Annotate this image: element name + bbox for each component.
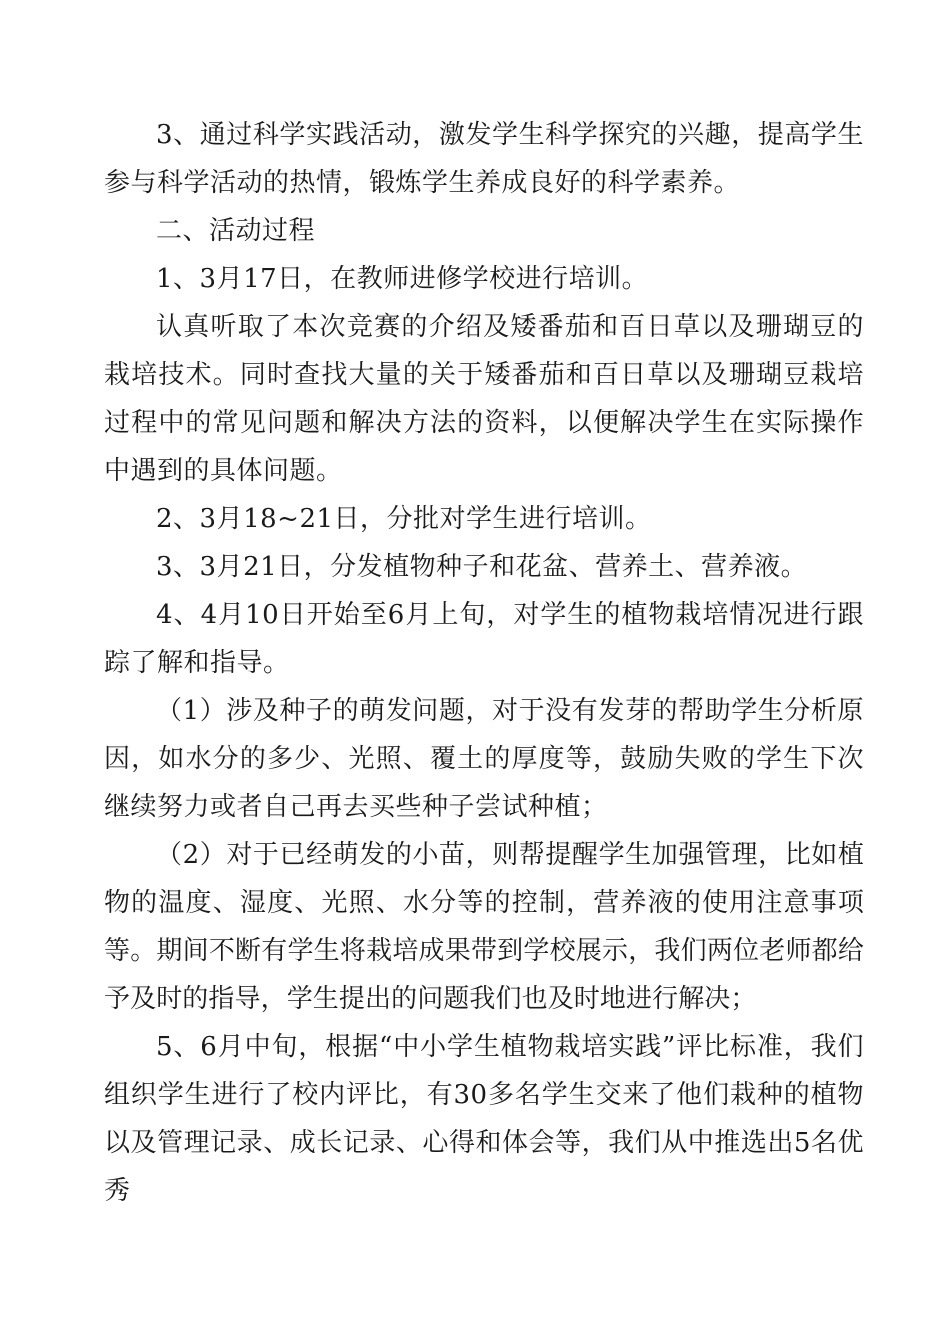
paragraph-training-details: 认真听取了本次竞赛的介绍及矮番茄和百日草以及珊瑚豆的栽培技术。同时查找大量的关于矮番茄和百日草以及珊瑚豆栽培过程中的常见问题和解决方法的资料，以便解决学生在实际操作中遇到的具体问题。 [104, 312, 864, 486]
paragraph-step-4: 4、4月10日开始至6月上旬，对学生的植物栽培情况进行跟踪了解和指导。 [104, 600, 864, 678]
paragraph-step-3: 3、3月21日，分发植物种子和花盆、营养土、营养液。 [156, 552, 808, 582]
paragraph-substep-2: （2）对于已经萌发的小苗，则帮提醒学生加强管理，比如植物的温度、湿度、光照、水分等的控制，营养液的使用注意事项等。期间不断有学生将栽培成果带到学校展示，我们两位老师都给予及时的指导，学生提出的问题我们也及时地进行解决； [104, 840, 864, 1014]
paragraph-substep-1: （1）涉及种子的萌发问题，对于没有发芽的帮助学生分析原因，如水分的多少、光照、覆土的厚度等，鼓励失败的学生下次继续努力或者自己再去买些种子尝试种植； [104, 696, 864, 822]
paragraph-goal-3: 3、通过科学实践活动，激发学生科学探究的兴趣，提高学生参与科学活动的热情，锻炼学生养成良好的科学素养。 [104, 120, 864, 198]
paragraph-step-2: 2、3月18~21日，分批对学生进行培训。 [156, 504, 652, 534]
paragraph-step-1: 1、3月17日，在教师进修学校进行培训。 [156, 264, 649, 294]
paragraph-step-5: 5、6月中旬，根据“中小学生植物栽培实践”评比标准，我们组织学生进行了校内评比，有30多名学生交来了他们栽种的植物以及管理记录、成长记录、心得和体会等，我们从中推选出5名优秀 [104, 1032, 864, 1206]
document-body [104, 111, 864, 1215]
section-heading-activity-process: 二、活动过程 [156, 216, 316, 246]
